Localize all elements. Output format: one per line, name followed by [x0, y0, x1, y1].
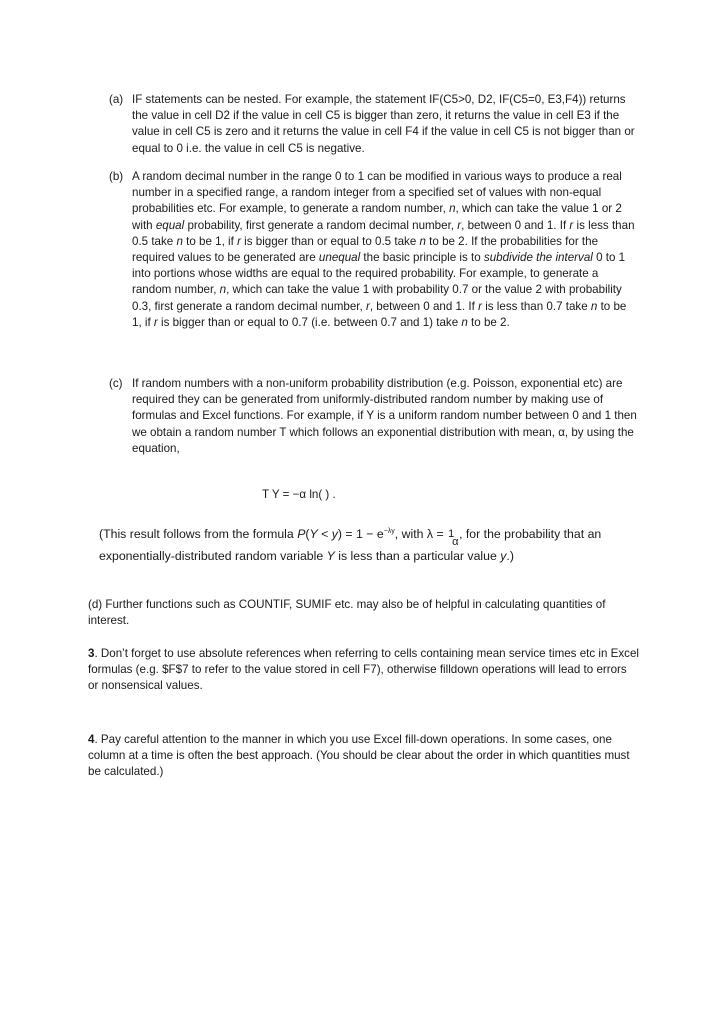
paragraph-4: 4. Pay careful attention to the manner in which you use Excel fill-down operations. In some cases, one column at a time is often the best approach. (You should be clear about the order in which quantities must be calculated.) — [88, 733, 630, 779]
item-label-b: (b) — [109, 170, 124, 183]
list-item-b — [109, 169, 639, 331]
paragraph-3: 3. Don’t forget to use absolute references when referring to cells containing mean service times etc in Excel formulas (e.g. $F$7 to refer to the value stored in cell F7), otherwise filldown operations will lead to errors or nonsensical values. — [88, 647, 639, 693]
item-label-c: (c) — [109, 377, 123, 390]
item-label-a: (a) — [109, 93, 124, 106]
list-item-c — [109, 376, 639, 457]
item-text-c: If random numbers with a non-uniform probability distribution (e.g. Poisson, exponential etc) are required they can be generated from uniformly-distributed random number by making use of formulas and Excel functions. For example, if Y is a uniform random number between 0 and 1 then we obtain a random number T which follows an exponential distribution with mean, α, by using the equation, — [132, 377, 637, 455]
list-item-a — [109, 92, 639, 157]
item-text-a: IF statements can be nested. For example, the statement IF(C5>0, D2, IF(C5=0, E3,F4)) returns the value in cell D2 if the value in cell C5 is bigger than zero, it returns the value in cell E3 if the value in cell C5 is zero and it returns the value in cell F4 if the value in cell C5 is not bigger than or equal to 0 i.e. the value in cell C5 is negative. — [132, 93, 635, 155]
fraction-one-over-alpha: 1 α — [448, 528, 459, 548]
paragraph-d: (d) Further functions such as COUNTIF, SUMIF etc. may also be of helpful in calculating quantities of interest. — [88, 598, 606, 628]
exponential-equation: T Y = −α ln( ) . — [262, 488, 336, 501]
formula-note: (This result follows from the formula $P(Y < y) = 1 - e^{-\lambda y}$, with λ = 1 α , for the probability that an exponentially-distributed random variable Y is less than a particular value y.) — [99, 527, 602, 563]
item-text-b: A random decimal number in the range 0 to 1 can be modified in various ways to produce a real number in a specified range, a random integer from a specified set of values with non-equal probabilities etc. For example, to generate a random number, n, which can take the value 1 or 2 with equal probability, first generate a random decimal number, r, between 0 and 1. If r is less than 0.5 take n to be 1, if r is bigger than or equal to 0.5 take n to be 2. If the probabilities for the required values to be generated are unequal the basic principle is to subdivide the interval 0 to 1 into portions whose widths are equal to the required probability. For example, to generate a random number, n, which can take the value 1 with probability 0.7 or the value 2 with probability 0.3, first generate a random decimal number, r, between 0 and 1. If r is less than 0.7 take n to be 1, if r is bigger than or equal to 0.7 (i.e. between 0.7 and 1) take n to be 2. — [132, 170, 635, 329]
